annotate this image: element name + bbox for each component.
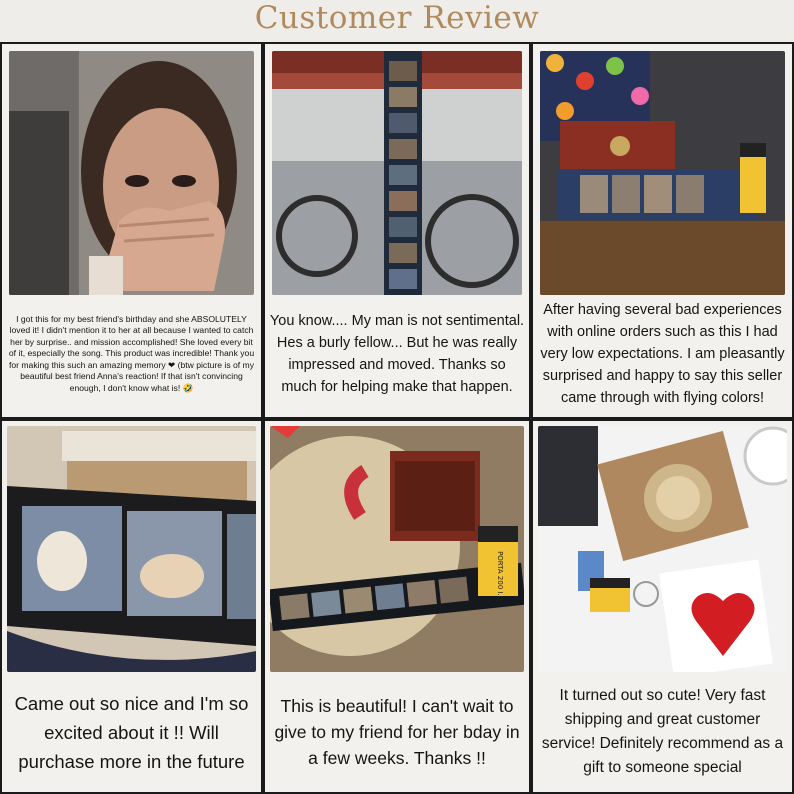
review-card xyxy=(265,44,529,417)
review-card xyxy=(533,44,792,417)
review-caption: This is beautiful! I can't wait to give to my friend for her bday in a few weeks. Thanks !! xyxy=(274,696,520,768)
review-photo-film-strip-stove xyxy=(272,51,522,295)
review-caption: It turned out so cute! Very fast shipping and great customer service! Definitely recommend as a gift to someone special xyxy=(541,687,784,776)
review-card xyxy=(2,421,261,792)
page-title: Customer Review xyxy=(254,0,540,36)
review-caption: Came out so nice and I'm so excited about it !! Will purchase more in the future xyxy=(14,692,249,772)
review-card xyxy=(2,44,261,417)
review-photo-woman-reaction xyxy=(9,51,254,295)
review-photo-keychain-heart-card xyxy=(538,426,787,672)
review-card xyxy=(533,421,792,792)
review-photo-gift-box-film xyxy=(540,51,785,295)
review-caption: I got this for my best friend's birthday and she ABSOLUTELY loved it! I didn't mention it to her at all because I wanted to catch her by surprise.. and mission accomplished! She loved every bit of it, especially the song. This product was incredible! Thank you for making this such an amazing memory ❤ (btw picture is of my beautiful best friend Anna's reaction! If that isn't convincing enough, I don't know what is! 🤣 xyxy=(8,314,255,393)
film-canister-brand: PORTA 200 I.U xyxy=(496,551,504,601)
review-photo-dog-film-strip xyxy=(7,426,256,672)
review-grid xyxy=(0,42,794,794)
review-photo-treasure-box-film xyxy=(270,426,524,672)
review-caption: You know.... My man is not sentimental. Hes a burly fellow... But he was really impressed and moved. Thanks so much for helping make that happen. xyxy=(269,313,525,395)
review-caption: After having several bad experiences with online orders such as this I had very low expectations. I am pleasantly surprised and happy to say this seller came through with flying colors! xyxy=(540,302,785,406)
review-card xyxy=(265,421,529,792)
